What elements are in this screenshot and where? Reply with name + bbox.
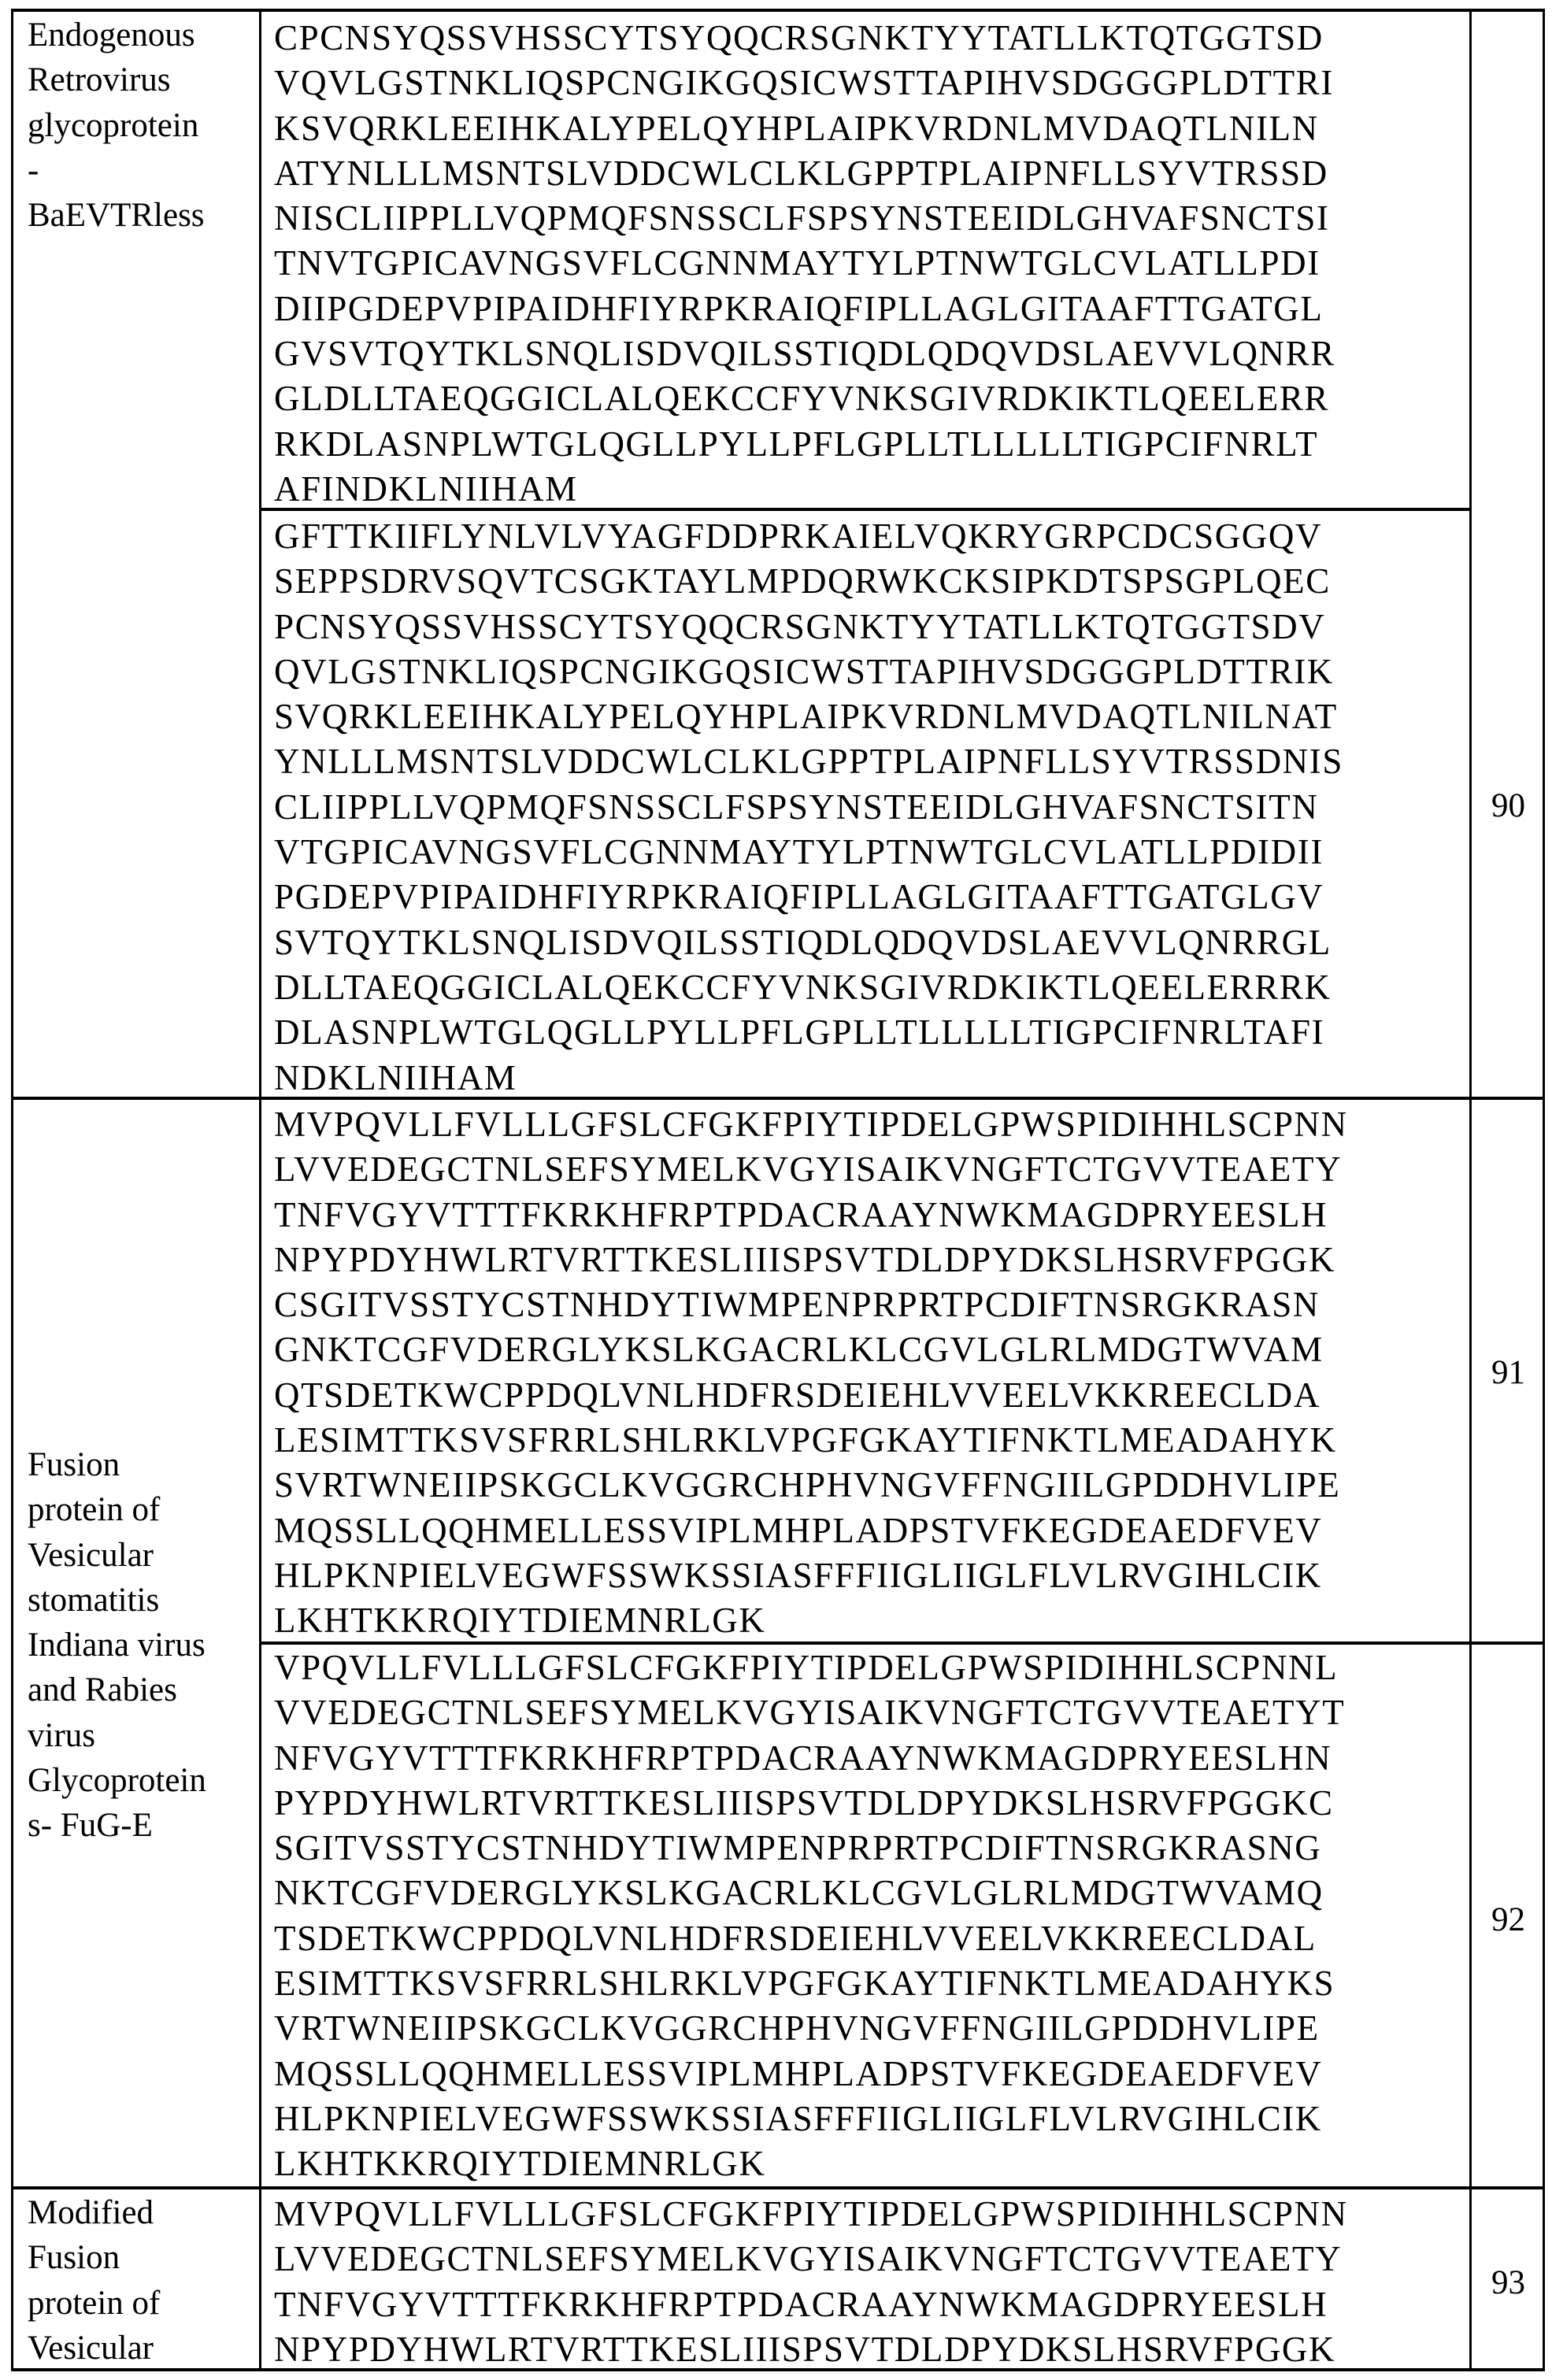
sequence-line: VTGPICAVNGSVFLCGNNMAYTYLPTNWTGLCVLATLLPDIDII <box>274 830 1343 875</box>
sequence-line: NISCLIIPPLLVQPMQFSNSSCLFSPSYNSTEEIDLGHVAFSNCTSI <box>274 196 1335 241</box>
seq-id-number: 92 <box>1472 1897 1545 1942</box>
sequence-line: ESIMTTKSVSFRRLSHLRKLVPGFGKAYTIFNKTLMEADAHYKS <box>274 1961 1345 2006</box>
sequence-line: LESIMTTKSVSFRRLSHLRKLVPGFGKAYTIFNKTLMEADAHYK <box>274 1418 1348 1463</box>
protein-name-line: protein of <box>28 2281 160 2326</box>
column-divider-2 <box>1469 9 1472 2371</box>
sequence-line: LVVEDEGCTNLSEFSYMELKVGYISAIKVNGFTCTGVVTEAETY <box>274 1147 1348 1192</box>
table-border-right <box>1543 9 1545 2371</box>
sequence-line: TSDETKWCPPDQLVNLHDFRSDEIEHLVVEELVKKREECLDAL <box>274 1916 1345 1961</box>
sequence-line: SEPPSDRVSQVTCSGKTAYLMPDQRWKCKSIPKDTSPSGPLQEC <box>274 559 1343 604</box>
row-divider <box>11 2186 1545 2189</box>
sequence-line: SVTQYTKLSNQLISDVQILSSTIQDLQDQVDSLAEVVLQNRRGL <box>274 920 1343 965</box>
protein-name-line: Vesicular <box>28 1533 206 1578</box>
protein-name-cell <box>28 1442 206 1849</box>
protein-name-line: and Rabies <box>28 1667 206 1712</box>
sequence-line: GVSVTQYTKLSNQLISDVQILSSTIQDLQDQVDSLAEVVLQNRR <box>274 331 1335 376</box>
sequence-line: MVPQVLLFVLLLGFSLCFGKFPIYTIPDELGPWSPIDIHHLSCPNN <box>274 1102 1348 1147</box>
sequence-cell <box>274 16 1335 512</box>
protein-name-line: - <box>28 148 205 193</box>
sequence-line: CSGITVSSTYCSTNHDYTIWMPENPRPRTPCDIFTNSRGKRASN <box>274 1283 1348 1327</box>
sequence-line: SVQRKLEEIHKALYPELQYHPLAIPKVRDNLMVDAQTLNILNAT <box>274 694 1343 739</box>
sequence-line: AFINDKLNIIHAM <box>274 467 1335 512</box>
protein-name-line: Modified <box>28 2190 160 2235</box>
sequence-line: KSVQRKLEEIHKALYPELQYHPLAIPKVRDNLMVDAQTLNILN <box>274 106 1335 151</box>
table-border-top <box>11 9 1545 12</box>
sequence-line: ATYNLLLMSNTSLVDDCWLCLKLGPPTPLAIPNFLLSYVTRSSD <box>274 151 1335 196</box>
sequence-line: DLASNPLWTGLQGLLPYLLPFLGPLLTLLLLLTIGPCIFNRLTAFI <box>274 1010 1343 1055</box>
sequence-line: CLIIPPLLVQPMQFSNSSCLFSPSYNSTEEIDLGHVAFSNCTSITN <box>274 785 1343 830</box>
sequence-line: DIIPGDEPVPIPAIDHFIYRPKRAIQFIPLLAGLGITAAFTTGATGL <box>274 287 1335 331</box>
sequence-line: LVVEDEGCTNLSEFSYMELKVGYISAIKVNGFTCTGVVTEAETY <box>274 2237 1348 2282</box>
sequence-line: VPQVLLFVLLLGFSLCFGKFPIYTIPDELGPWSPIDIHHLSCPNNL <box>274 1645 1345 1690</box>
sequence-line: HLPKNPIELVEGWFSSWKSSIASFFFIIGLIIGLFLVLRVGIHLCIK <box>274 1553 1348 1598</box>
sequence-line: LKHTKKRQIYTDIEMNRLGK <box>274 2141 1345 2186</box>
protein-name-line: protein of <box>28 1487 206 1532</box>
sequence-line: NPYPDYHWLRTVRTTKESLIIISPSVTDLDPYDKSLHSRVFPGGK <box>274 2327 1348 2372</box>
sequence-cell <box>274 2192 1348 2372</box>
protein-name-line: Glycoprotein <box>28 1758 206 1803</box>
protein-name-cell <box>28 2190 160 2371</box>
sequence-line: MQSSLLQQHMELLESSVIPLMHPLADPSTVFKEGDEAEDFVEV <box>274 1508 1348 1553</box>
sequence-line: GNKTCGFVDERGLYKSLKGACRLKLCGVLGLRLMDGTWVAM <box>274 1327 1348 1372</box>
protein-name-line: Fusion <box>28 1442 206 1487</box>
sequence-line: YNLLLMSNTSLVDDCWLCLKLGPPTPLAIPNFLLSYVTRSSDNIS <box>274 739 1343 784</box>
protein-name-line: stomatitis <box>28 1578 206 1623</box>
sequence-line: MQSSLLQQHMELLESSVIPLMHPLADPSTVFKEGDEAEDFVEV <box>274 2052 1345 2097</box>
sequence-line: VRTWNEIIPSKGCLKVGGRCHPHVNGVFFNGIILGPDDHVLIPE <box>274 2006 1345 2051</box>
sequence-line: PCNSYQSSVHSSCYTSYQQCRSGNKTYYTATLLKTQTGGTSDV <box>274 605 1343 650</box>
sequence-line: MVPQVLLFVLLLGFSLCFGKFPIYTIPDELGPWSPIDIHHLSCPNN <box>274 2192 1348 2237</box>
sequence-line: CPCNSYQSSVHSSCYTSYQQCRSGNKTYYTATLLKTQTGGTSD <box>274 16 1335 61</box>
sequence-line: TNVTGPICAVNGSVFLCGNNMAYTYLPTNWTGLCVLATLLPDI <box>274 241 1335 286</box>
sequence-line: PYPDYHWLRTVRTTKESLIIISPSVTDLDPYDKSLHSRVFPGGKC <box>274 1781 1345 1826</box>
sequence-line: PGDEPVPIPAIDHFIYRPKRAIQFIPLLAGLGITAAFTTGATGLGV <box>274 875 1343 920</box>
protein-name-line: BaEVTRless <box>28 193 205 238</box>
sequence-line: GFTTKIIFLYNLVLVYAGFDDPRKAIELVQKRYGRPCDCSGGQV <box>274 514 1343 559</box>
seq-id-number: 90 <box>1472 783 1545 828</box>
sequence-cell <box>274 1102 1348 1644</box>
sequence-line: HLPKNPIELVEGWFSSWKSSIASFFFIIGLIIGLFLVLRVGIHLCIK <box>274 2097 1345 2141</box>
table-border-left <box>11 9 13 2371</box>
sequence-line: QTSDETKWCPPDQLVNLHDFRSDEIEHLVVEELVKKREECLDA <box>274 1373 1348 1418</box>
protein-name-line: s- FuG-E <box>28 1803 206 1848</box>
protein-name-line: Vesicular <box>28 2326 160 2371</box>
seq-id-number: 91 <box>1472 1350 1545 1395</box>
sequence-line: LKHTKKRQIYTDIEMNRLGK <box>274 1598 1348 1643</box>
sequence-line: QVLGSTNKLIQSPCNGIKGQSICWSTTAPIHVSDGGGPLDTTRIK <box>274 650 1343 694</box>
sequence-line: GLDLLTAEQGGICLALQEKCCFYVNKSGIVRDKIKTLQEELERR <box>274 376 1335 421</box>
protein-name-line: glycoprotein <box>28 103 205 148</box>
sequence-line: SGITVSSTYCSTNHDYTIWMPENPRPRTPCDIFTNSRGKRASNG <box>274 1826 1345 1871</box>
sequence-line: NFVGYVTTTFKRKHFRPTPDACRAAYNWKMAGDPRYEESLHN <box>274 1736 1345 1781</box>
protein-name-line: Fusion <box>28 2235 160 2280</box>
seq-id-number: 93 <box>1472 2260 1545 2305</box>
column-divider-1 <box>259 9 261 2371</box>
sequence-cell <box>274 514 1343 1101</box>
sequence-line: VQVLGSTNKLIQSPCNGIKGQSICWSTTAPIHVSDGGGPLDTTRI <box>274 61 1335 105</box>
sequence-line: NDKLNIIHAM <box>274 1056 1343 1101</box>
sequence-cell <box>274 1645 1345 2187</box>
protein-name-line: Retrovirus <box>28 57 205 102</box>
protein-name-line: Endogenous <box>28 13 205 57</box>
sequence-line: DLLTAEQGGICLALQEKCCFYVNKSGIVRDKIKTLQEELERRRK <box>274 965 1343 1010</box>
protein-name-line: Indiana virus <box>28 1623 206 1667</box>
sequence-line: NPYPDYHWLRTVRTTKESLIIISPSVTDLDPYDKSLHSRVFPGGK <box>274 1238 1348 1283</box>
protein-name-line: virus <box>28 1713 206 1758</box>
sequence-line: TNFVGYVTTTFKRKHFRPTPDACRAAYNWKMAGDPRYEESLH <box>274 1193 1348 1238</box>
protein-name-cell <box>28 13 205 238</box>
sequence-line: TNFVGYVTTTFKRKHFRPTPDACRAAYNWKMAGDPRYEESLH <box>274 2282 1348 2327</box>
sequence-line: RKDLASNPLWTGLQGLLPYLLPFLGPLLTLLLLLTIGPCIFNRLT <box>274 422 1335 467</box>
sequence-line: VVEDEGCTNLSEFSYMELKVGYISAIKVNGFTCTGVVTEAETYT <box>274 1690 1345 1735</box>
sequence-line: SVRTWNEIIPSKGCLKVGGRCHPHVNGVFFNGIILGPDDHVLIPE <box>274 1463 1348 1508</box>
sequence-line: NKTCGFVDERGLYKSLKGACRLKLCGVLGLRLMDGTWVAMQ <box>274 1871 1345 1915</box>
